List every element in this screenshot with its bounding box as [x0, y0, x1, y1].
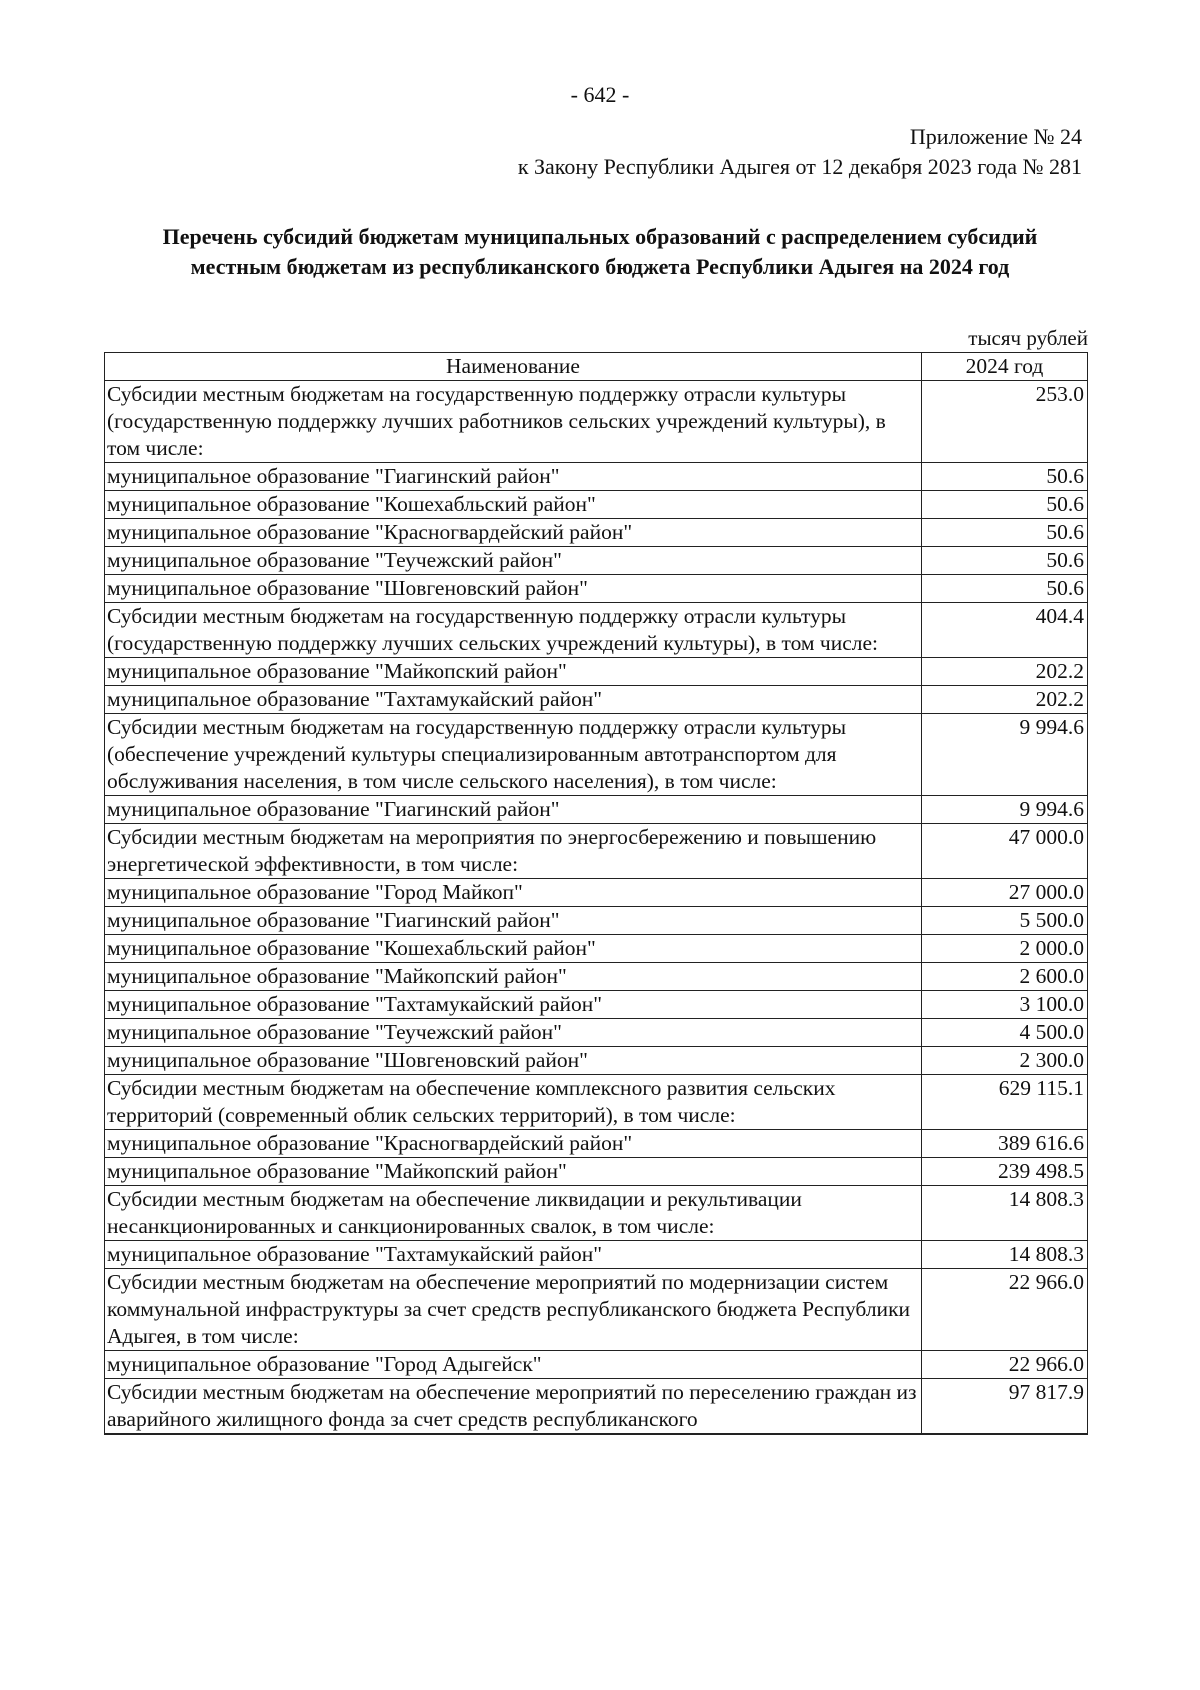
row-name-cell: муниципальное образование "Майкопский район"	[105, 963, 922, 991]
row-name-cell: муниципальное образование "Город Майкоп"	[105, 879, 922, 907]
table-row	[105, 1269, 1088, 1351]
table-row	[105, 686, 1088, 714]
title-line-1: Перечень субсидий бюджетам муниципальных образований с распределением субсидий	[162, 224, 1038, 249]
table-row	[105, 714, 1088, 796]
row-name-cell: Субсидии местным бюджетам на обеспечение комплексного развития сельских территорий (современный облик сельских территорий), в том числе:	[105, 1075, 922, 1130]
table-row	[105, 1130, 1088, 1158]
row-name-cell: муниципальное образование "Майкопский район"	[105, 1158, 922, 1186]
row-value-cell: 47 000.0	[922, 824, 1088, 879]
row-name-cell: муниципальное образование "Кошехабльский район"	[105, 491, 922, 519]
units-label: тысяч рублей	[968, 326, 1088, 350]
row-name-cell: муниципальное образование "Красногвардейский район"	[105, 519, 922, 547]
row-name-cell: муниципальное образование "Теучежский район"	[105, 547, 922, 575]
table-row	[105, 1019, 1088, 1047]
row-value-cell: 50.6	[922, 463, 1088, 491]
row-name-cell: муниципальное образование "Гиагинский район"	[105, 907, 922, 935]
row-value-cell: 50.6	[922, 575, 1088, 603]
row-value-cell: 253.0	[922, 381, 1088, 463]
row-value-cell: 202.2	[922, 686, 1088, 714]
row-name-cell: муниципальное образование "Тахтамукайский район"	[105, 686, 922, 714]
table-row	[105, 796, 1088, 824]
table-row	[105, 603, 1088, 658]
table-row	[105, 1186, 1088, 1241]
table-row	[105, 1351, 1088, 1379]
row-name-cell: Субсидии местным бюджетам на обеспечение ликвидации и рекультивации несанкционированных и санкционированных свалок, в том числе:	[105, 1186, 922, 1241]
column-header-year: 2024 год	[922, 353, 1088, 381]
row-name-cell: муниципальное образование "Тахтамукайский район"	[105, 1241, 922, 1269]
row-value-cell: 5 500.0	[922, 907, 1088, 935]
table-header-row	[105, 353, 1088, 381]
row-value-cell: 2 300.0	[922, 1047, 1088, 1075]
row-name-cell: Субсидии местным бюджетам на государственную поддержку отрасли культуры (государственную поддержку лучших сельских учреждений культуры), в том числе:	[105, 603, 922, 658]
document-title	[90, 222, 1110, 282]
row-name-cell: муниципальное образование "Теучежский район"	[105, 1019, 922, 1047]
annex-number: Приложение № 24	[909, 124, 1082, 149]
row-value-cell: 14 808.3	[922, 1186, 1088, 1241]
row-name-cell: муниципальное образование "Город Адыгейск"	[105, 1351, 922, 1379]
table-row	[105, 658, 1088, 686]
subsidy-table	[104, 352, 1088, 1435]
row-name-cell: Субсидии местным бюджетам на обеспечение мероприятий по переселению граждан из аварийного жилищного фонда за счет средств республиканского	[105, 1379, 922, 1435]
row-value-cell: 97 817.9	[922, 1379, 1088, 1435]
table-row	[105, 1047, 1088, 1075]
row-name-cell: муниципальное образование "Кошехабльский район"	[105, 935, 922, 963]
table-row	[105, 575, 1088, 603]
row-value-cell: 202.2	[922, 658, 1088, 686]
table-row	[105, 963, 1088, 991]
table-row	[105, 991, 1088, 1019]
row-value-cell: 22 966.0	[922, 1351, 1088, 1379]
row-value-cell: 4 500.0	[922, 1019, 1088, 1047]
table-row	[105, 879, 1088, 907]
row-value-cell: 9 994.6	[922, 796, 1088, 824]
row-name-cell: муниципальное образование "Шовгеновский район"	[105, 575, 922, 603]
annex-law-reference: к Закону Республики Адыгея от 12 декабря 2023 года № 281	[517, 154, 1082, 179]
row-value-cell: 3 100.0	[922, 991, 1088, 1019]
row-name-cell: муниципальное образование "Шовгеновский район"	[105, 1047, 922, 1075]
row-value-cell: 389 616.6	[922, 1130, 1088, 1158]
table-row	[105, 381, 1088, 463]
page-number: - 642 -	[570, 82, 630, 107]
row-name-cell: муниципальное образование "Гиагинский район"	[105, 463, 922, 491]
row-value-cell: 404.4	[922, 603, 1088, 658]
row-name-cell: Субсидии местным бюджетам на мероприятия по энергосбережению и повышению энергетической эффективности, в том числе:	[105, 824, 922, 879]
row-name-cell: муниципальное образование "Тахтамукайский район"	[105, 991, 922, 1019]
table-row	[105, 907, 1088, 935]
table-row	[105, 1158, 1088, 1186]
row-name-cell: Субсидии местным бюджетам на обеспечение мероприятий по модернизации систем коммунальной инфраструктуры за счет средств республиканского бюджета Республики Адыгея, в том числе:	[105, 1269, 922, 1351]
row-name-cell: Субсидии местным бюджетам на государственную поддержку отрасли культуры (государственную поддержку лучших работников сельских учреждений культуры), в том числе:	[105, 381, 922, 463]
row-value-cell: 50.6	[922, 547, 1088, 575]
row-value-cell: 50.6	[922, 519, 1088, 547]
row-value-cell: 50.6	[922, 491, 1088, 519]
annex-reference	[518, 122, 1082, 182]
table-row	[105, 935, 1088, 963]
row-value-cell: 239 498.5	[922, 1158, 1088, 1186]
table-row	[105, 1075, 1088, 1130]
title-line-2: местным бюджетам из республиканского бюджета Республики Адыгея на 2024 год	[190, 254, 1010, 279]
row-name-cell: муниципальное образование "Красногвардейский район"	[105, 1130, 922, 1158]
column-header-name: Наименование	[105, 353, 922, 381]
row-value-cell: 629 115.1	[922, 1075, 1088, 1130]
table-row	[105, 463, 1088, 491]
table-row	[105, 519, 1088, 547]
table-body	[105, 381, 1088, 1435]
row-value-cell: 2 600.0	[922, 963, 1088, 991]
table-row	[105, 547, 1088, 575]
table-row	[105, 1379, 1088, 1435]
row-value-cell: 22 966.0	[922, 1269, 1088, 1351]
row-value-cell: 27 000.0	[922, 879, 1088, 907]
row-name-cell: муниципальное образование "Майкопский район"	[105, 658, 922, 686]
row-value-cell: 14 808.3	[922, 1241, 1088, 1269]
table-row	[105, 824, 1088, 879]
row-name-cell: муниципальное образование "Гиагинский район"	[105, 796, 922, 824]
row-value-cell: 2 000.0	[922, 935, 1088, 963]
table-row	[105, 1241, 1088, 1269]
table-row	[105, 491, 1088, 519]
row-name-cell: Субсидии местным бюджетам на государственную поддержку отрасли культуры (обеспечение учреждений культуры специализированным автотранспортом для обслуживания населения, в том числе сельского населения), в том числе:	[105, 714, 922, 796]
row-value-cell: 9 994.6	[922, 714, 1088, 796]
